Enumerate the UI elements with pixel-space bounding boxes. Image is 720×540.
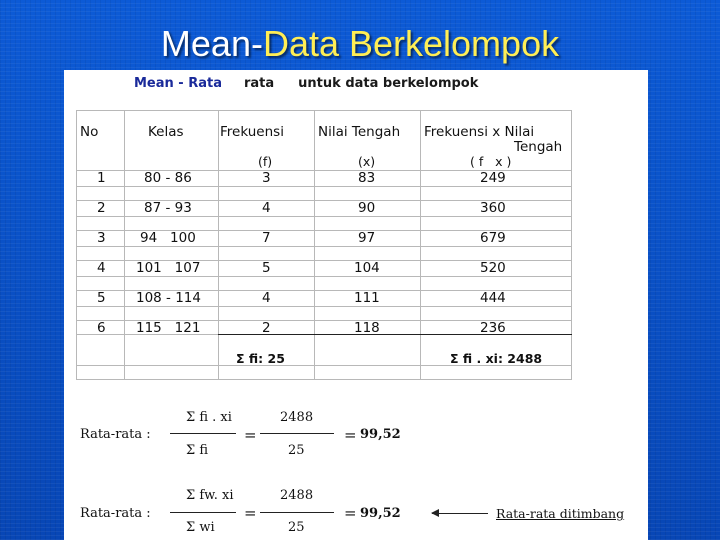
formula-weighted-equals: = (244, 504, 257, 522)
cell-fx: 236 (480, 320, 506, 336)
cell-nilai-tengah: 83 (358, 170, 376, 186)
cell-kelas: 101 107 (136, 260, 201, 276)
formula-mean-result: 99,52 (360, 427, 401, 442)
cell-no: 6 (97, 320, 106, 336)
formula-weighted-numerator: Σ fw. xi (186, 488, 234, 503)
cell-nilai-tengah: 111 (354, 290, 380, 306)
formula-mean-equals-2: = (344, 426, 357, 444)
cell-fx: 360 (480, 200, 506, 216)
formula-mean-denominator-value: 25 (288, 443, 305, 458)
caption-part3: untuk data berkelompok (298, 76, 479, 91)
cell-frekuensi: 4 (262, 200, 271, 216)
formula-mean-numerator: Σ fi . xi (186, 410, 232, 425)
header-kelas: Kelas (148, 124, 184, 140)
cell-fx: 520 (480, 260, 506, 276)
subheader-fx: ( f x ) (470, 154, 512, 169)
formula-mean-equals: = (244, 426, 257, 444)
table-caption (134, 76, 478, 96)
slide-title-mean: Mean- (160, 23, 263, 64)
cell-no: 3 (97, 230, 106, 246)
subheader-x: (x) (358, 154, 376, 169)
cell-frekuensi: 4 (262, 290, 271, 306)
cell-no: 1 (97, 170, 106, 186)
cell-no: 4 (97, 260, 106, 276)
cell-kelas: 80 - 86 (144, 170, 192, 186)
slide-title-rest: Data Berkelompok (262, 23, 560, 64)
formula-mean-numerator-value: 2488 (280, 410, 314, 425)
formula-weighted-denominator-value: 25 (288, 520, 305, 535)
cell-no: 2 (97, 200, 106, 216)
cell-nilai-tengah: 90 (358, 200, 376, 216)
formula-mean-label: Rata-rata : (80, 427, 151, 442)
header-no: No (80, 124, 99, 140)
cell-kelas: 87 - 93 (144, 200, 192, 216)
slide-title (0, 22, 720, 66)
cell-frekuensi: 3 (262, 170, 271, 186)
cell-kelas: 108 - 114 (136, 290, 201, 306)
cell-nilai-tengah: 97 (358, 230, 376, 246)
formula-mean-denominator: Σ fi (186, 443, 208, 458)
cell-fx: 679 (480, 230, 506, 246)
cell-frekuensi: 2 (262, 320, 271, 336)
arrow-left-icon (432, 513, 488, 514)
subheader-f: (f) (258, 154, 273, 169)
formula-weighted-result: 99,52 (360, 506, 401, 521)
caption-part2: rata (244, 76, 275, 91)
caption-part1: Mean - Rata (134, 76, 222, 91)
total-frekuensi: Σ fi: 25 (236, 351, 285, 366)
cell-fx: 249 (480, 170, 506, 186)
cell-no: 5 (97, 290, 106, 306)
formula-weighted-denominator: Σ wi (186, 520, 215, 535)
total-fx: Σ fi . xi: 2488 (450, 351, 543, 366)
header-fx-line2: Tengah (514, 139, 563, 155)
header-fx-line1: Frekuensi x Nilai (424, 124, 535, 140)
cell-fx: 444 (480, 290, 506, 306)
cell-kelas: 115 121 (136, 320, 201, 336)
header-nilai-tengah: Nilai Tengah (318, 124, 401, 140)
header-frekuensi: Frekuensi (220, 124, 284, 140)
formula-weighted-note: Rata-rata ditimbang (496, 506, 625, 521)
formula-weighted-equals-2: = (344, 504, 357, 522)
cell-nilai-tengah: 104 (354, 260, 380, 276)
content-panel (64, 70, 648, 540)
cell-nilai-tengah: 118 (354, 320, 380, 336)
cell-kelas: 94 100 (140, 230, 196, 246)
formula-weighted-label: Rata-rata : (80, 506, 151, 521)
cell-frekuensi: 7 (262, 230, 271, 246)
cell-frekuensi: 5 (262, 260, 271, 276)
formula-weighted-numerator-value: 2488 (280, 488, 314, 503)
